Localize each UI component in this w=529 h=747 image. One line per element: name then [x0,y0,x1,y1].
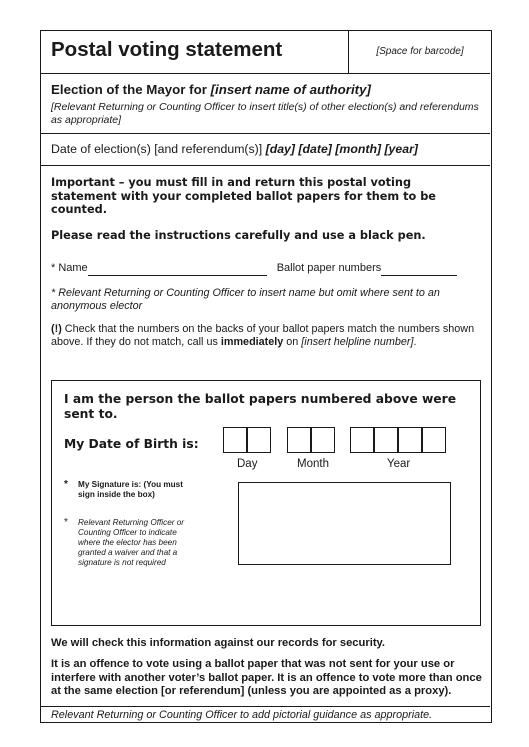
waiver-note [64,518,189,568]
signature-star: * [64,479,68,490]
ballot-numbers-label: Ballot paper numbers [276,262,382,274]
helpline-placeholder: [insert helpline number] [301,336,414,348]
election-title [51,82,371,97]
check-end: . [413,336,417,348]
dob-day-digit-2[interactable] [247,427,271,453]
instructions-notice: Please read the instructions carefully and use a black pen. [51,229,426,242]
waiver-star: * [64,517,68,528]
dob-year-digit-2[interactable] [374,427,398,453]
dob-label: My Date of Birth is: [64,437,199,451]
important-notice: Important – you must fill in and return this postal voting statement with your completed ballot papers for them to be counted. [51,176,436,216]
signature-box[interactable] [238,482,451,565]
date-placeholder: [day] [date] [month] [year] [265,142,418,156]
name-field[interactable] [88,263,267,276]
name-ballot-row [51,262,457,276]
year-label: Year [387,458,411,470]
signature-instruction [64,480,189,500]
dob-year-digit-1[interactable] [350,427,374,453]
date-section [41,133,490,166]
barcode-space: [Space for barcode] [348,31,491,73]
dob-year-digit-3[interactable] [398,427,422,453]
month-label: Month [297,458,329,470]
check-emphasis: immediately [220,336,284,348]
postal-voting-statement-form [40,30,492,723]
declaration-statement: I am the person the ballot papers numbered above were sent to. [64,392,457,421]
check-text-1: Check that the numbers on the backs of your ballot papers match the numbers shown above. If they do not match, call us [51,323,475,348]
page-title: Postal voting statement [51,38,283,61]
election-prefix: Election of the Mayor for [51,82,211,97]
ballot-numbers-field[interactable] [381,263,457,276]
offence-warning: It is an offence to vote using a ballot paper that was not sent for your use or interfere with another voter’s ballot paper. It is an offence to vote more than once at the same election [or referendum] (unless you are appointed as a proxy). [51,658,482,697]
signature-label: My Signature is: (You must sign inside the box) [78,480,183,499]
dob-year-digit-4[interactable] [422,427,446,453]
declaration-box [51,380,481,626]
check-text-2: on [283,336,302,348]
form-header [41,31,490,74]
dob-day-digit-1[interactable] [223,427,247,453]
date-label: Date of election(s) [and referendum(s)] [51,142,266,156]
footer-note: Relevant Returning or Counting Officer to add pictorial guidance as appropriate. [51,709,433,721]
officer-name-note: * Relevant Returning or Counting Officer to insert name but omit where sent to an anonymous elector [51,287,440,312]
check-numbers-note [51,323,483,349]
waiver-text: Relevant Returning Officer or Counting Officer to indicate where the elector has been granted a waiver and that a signature is not required [78,518,185,567]
security-note: We will check this information against our records for security. [51,637,386,649]
election-section [41,73,490,134]
election-date [51,142,418,156]
warning-marker: (!) [51,323,62,335]
dob-month-digit-2[interactable] [311,427,335,453]
footer-note-section [41,706,490,724]
dob-month-digit-1[interactable] [287,427,311,453]
name-label: * Name [51,262,88,274]
election-note: [Relevant Returning or Counting Officer to insert title(s) of other election(s) and referendums as appropriate] [51,101,479,126]
day-label: Day [237,458,258,470]
authority-placeholder: [insert name of authority] [210,82,371,97]
